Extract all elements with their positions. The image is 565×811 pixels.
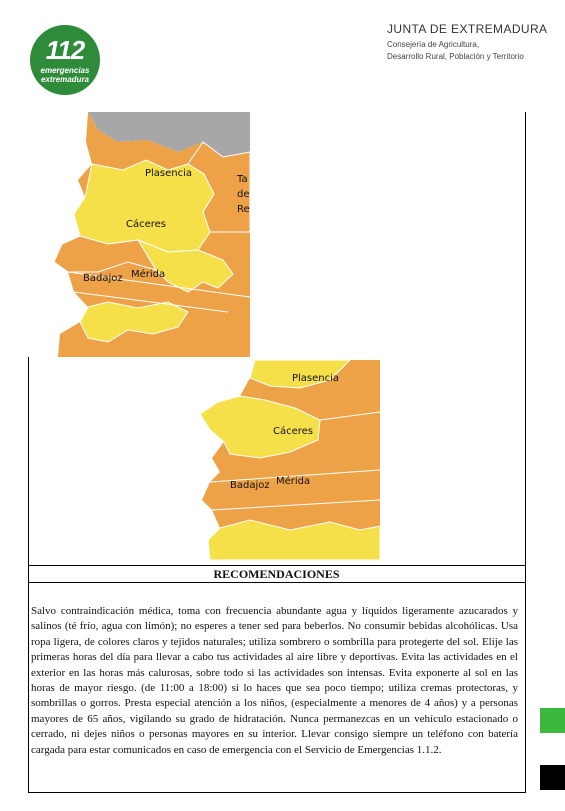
government-subtitle-line1: Consejería de Agricultura, bbox=[387, 40, 480, 49]
side-tab-black bbox=[540, 765, 565, 790]
logo-112 bbox=[30, 25, 100, 95]
logo-text-line2: extremadura bbox=[40, 75, 90, 84]
map-1-city-plasencia: Plasencia bbox=[145, 168, 193, 179]
map-1-graphic bbox=[28, 112, 250, 357]
government-title: JUNTA DE EXTREMADURA bbox=[387, 22, 548, 36]
government-subtitle-line2: Desarrollo Rural, Población y Territorio bbox=[387, 52, 524, 61]
map-2-graphic bbox=[170, 360, 380, 560]
map-1-edge-label-2: de bbox=[237, 189, 250, 200]
logo-number: 112 bbox=[45, 35, 85, 65]
logo-text-line1: emergencias bbox=[40, 66, 90, 75]
map-1-city-merida: Mérida bbox=[131, 269, 166, 280]
map-2-city-caceres: Cáceres bbox=[273, 426, 314, 437]
warning-map-2 bbox=[170, 360, 380, 560]
recomendaciones-heading: RECOMENDACIONES bbox=[28, 565, 525, 583]
map-1-edge-label-1: Ta bbox=[237, 174, 248, 185]
side-tab-green bbox=[540, 708, 565, 733]
government-header bbox=[387, 22, 547, 63]
map-2-city-merida: Mérida bbox=[276, 476, 311, 487]
map-1-city-badajoz: Badajoz bbox=[83, 273, 123, 284]
map-1-edge-label-3: Re bbox=[237, 204, 250, 215]
recomendaciones-text: Salvo contraindicación médica, toma con frecuencia abundante agua y líquidos ligeramente azucarados y salinos (té frío, agua con limón); no esperes a tener sed para beberlos. No consumir bebidas alcohólicas. Usa ropa ligera, de colores claros y tejidos naturales; utiliza sombrero o sombrilla para protegerte del sol. Elije las primeras horas del día para llevar a cabo tus actividades al aire libre y deportivas. Evita las actividades en el exterior en las horas más calurosas, sobre todo si las actividades son intensas. Evita exponerte al sol en las horas de mayor riesgo. (de 11:00 a 18:00) si lo haces que sea poco tiempo; utiliza cremas protectoras, y sombrillas o gorros. Presta especial atención a los niños, (especialmente a menores de 4 años) y a personas mayores de 65 años, vigilando su grado de hidratación. Nunca permanezcas en un vehículo estacionado o cerrado, ni dejes niños o personas mayores en su interior. Llevar consigo siempre un teléfono con batería cargada para estar comunicados en caso de emergencia con el Servicio de Emergencias 1.1.2. bbox=[31, 605, 518, 756]
map-2-city-badajoz: Badajoz bbox=[230, 480, 270, 491]
map-2-city-plasencia: Plasencia bbox=[292, 373, 340, 384]
government-subtitle bbox=[387, 39, 547, 63]
map-1-city-caceres: Cáceres bbox=[126, 219, 167, 230]
warning-map-1 bbox=[28, 112, 250, 357]
map-1-yellow-north bbox=[74, 160, 214, 252]
